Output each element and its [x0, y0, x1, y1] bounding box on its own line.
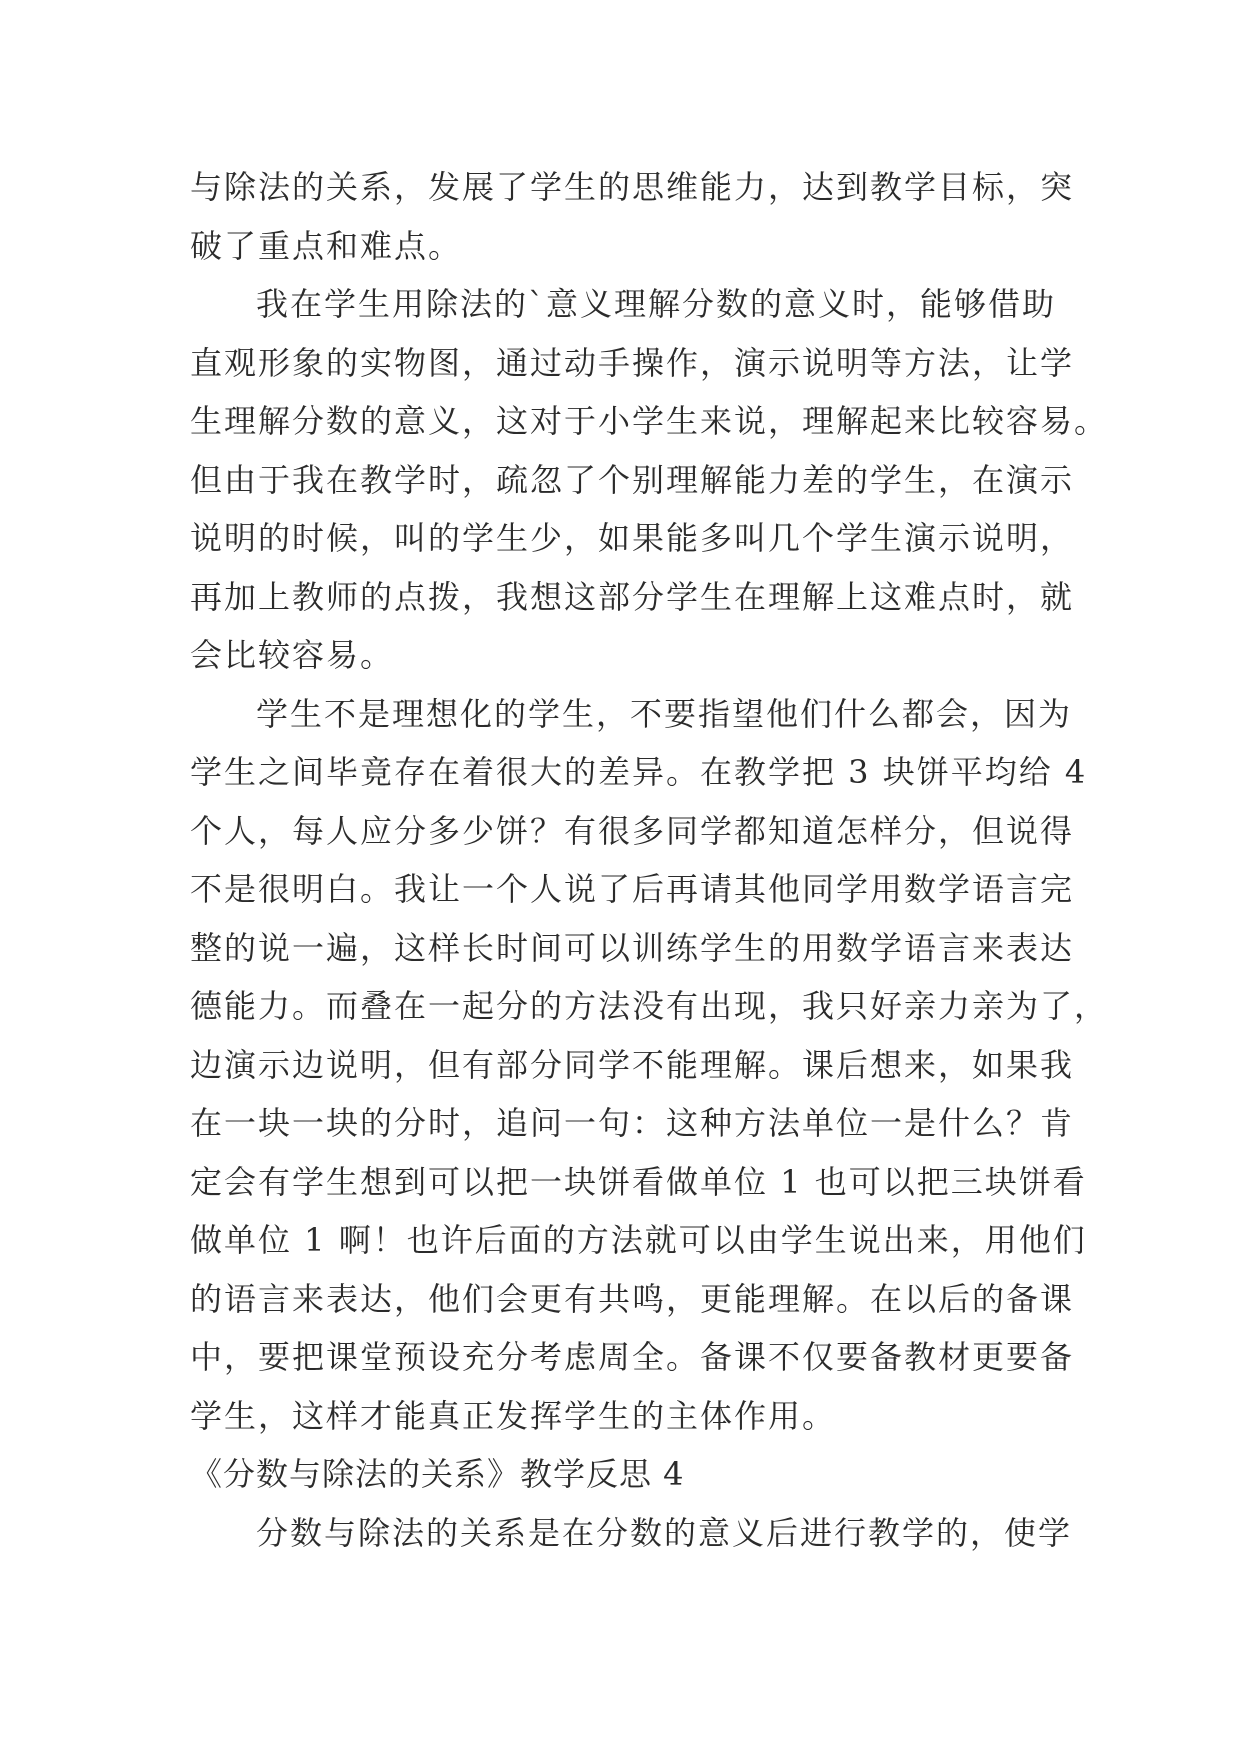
text-line: 说明的时候，叫的学生少，如果能多叫几个学生演示说明， — [190, 519, 1075, 557]
section-heading: 《分数与除法的关系》教学反思 4 — [190, 1455, 685, 1493]
text-line: 生理解分数的意义，这对于小学生来说，理解起来比较容易。 — [190, 402, 1109, 440]
text-line: 学生之间毕竟存在着很大的差异。在教学把 3 块饼平均给 4 — [190, 753, 1088, 791]
text-line: 德能力。而叠在一起分的方法没有出现，我只好亲力亲为了， — [190, 987, 1109, 1025]
text-line: 整的说一遍，这样长时间可以训练学生的用数学语言来表达 — [190, 928, 1075, 967]
paragraph-start-line: 分数与除法的关系是在分数的意义后进行教学的，使学 — [256, 1513, 1073, 1552]
text-line: 中，要把课堂预设充分考虑周全。备课不仅要备教材更要备 — [190, 1338, 1075, 1376]
text-line: 直观形象的实物图，通过动手操作，演示说明等方法，让学 — [190, 343, 1075, 382]
text-line: 个人，每人应分多少饼？有很多同学都知道怎样分，但说得 — [190, 811, 1075, 850]
text-line: 但由于我在教学时，疏忽了个别理解能力差的学生，在演示 — [190, 460, 1075, 499]
text-line: 学生，这样才能真正发挥学生的主体作用。 — [190, 1396, 837, 1435]
text-line: 的语言来表达，他们会更有共鸣，更能理解。在以后的备课 — [190, 1279, 1075, 1318]
text-line: 会比较容易。 — [190, 636, 395, 674]
text-line: 破了重点和难点。 — [190, 226, 463, 265]
text-line: 做单位 1 啊！也许后面的方法就可以由学生说出来，用他们 — [190, 1221, 1087, 1259]
paragraph-start-line: 学生不是理想化的学生，不要指望他们什么都会，因为 — [256, 694, 1073, 733]
text-line: 与除法的关系，发展了学生的思维能力，达到教学目标，突 — [190, 168, 1075, 206]
text-line: 再加上教师的点拨，我想这部分学生在理解上这难点时，就 — [190, 577, 1075, 616]
text-line: 边演示边说明，但有部分同学不能理解。课后想来，如果我 — [190, 1045, 1075, 1084]
text-line: 定会有学生想到可以把一块饼看做单位 1 也可以把三块饼看 — [190, 1162, 1087, 1201]
text-line: 在一块一块的分时，追问一句：这种方法单位一是什么？肯 — [190, 1104, 1075, 1142]
document-body — [190, 158, 1109, 1562]
paragraph-start-line: 我在学生用除法的`意义理解分数的意义时，能够借助 — [256, 285, 1057, 323]
text-line: 不是很明白。我让一个人说了后再请其他同学用数学语言完 — [190, 870, 1075, 908]
